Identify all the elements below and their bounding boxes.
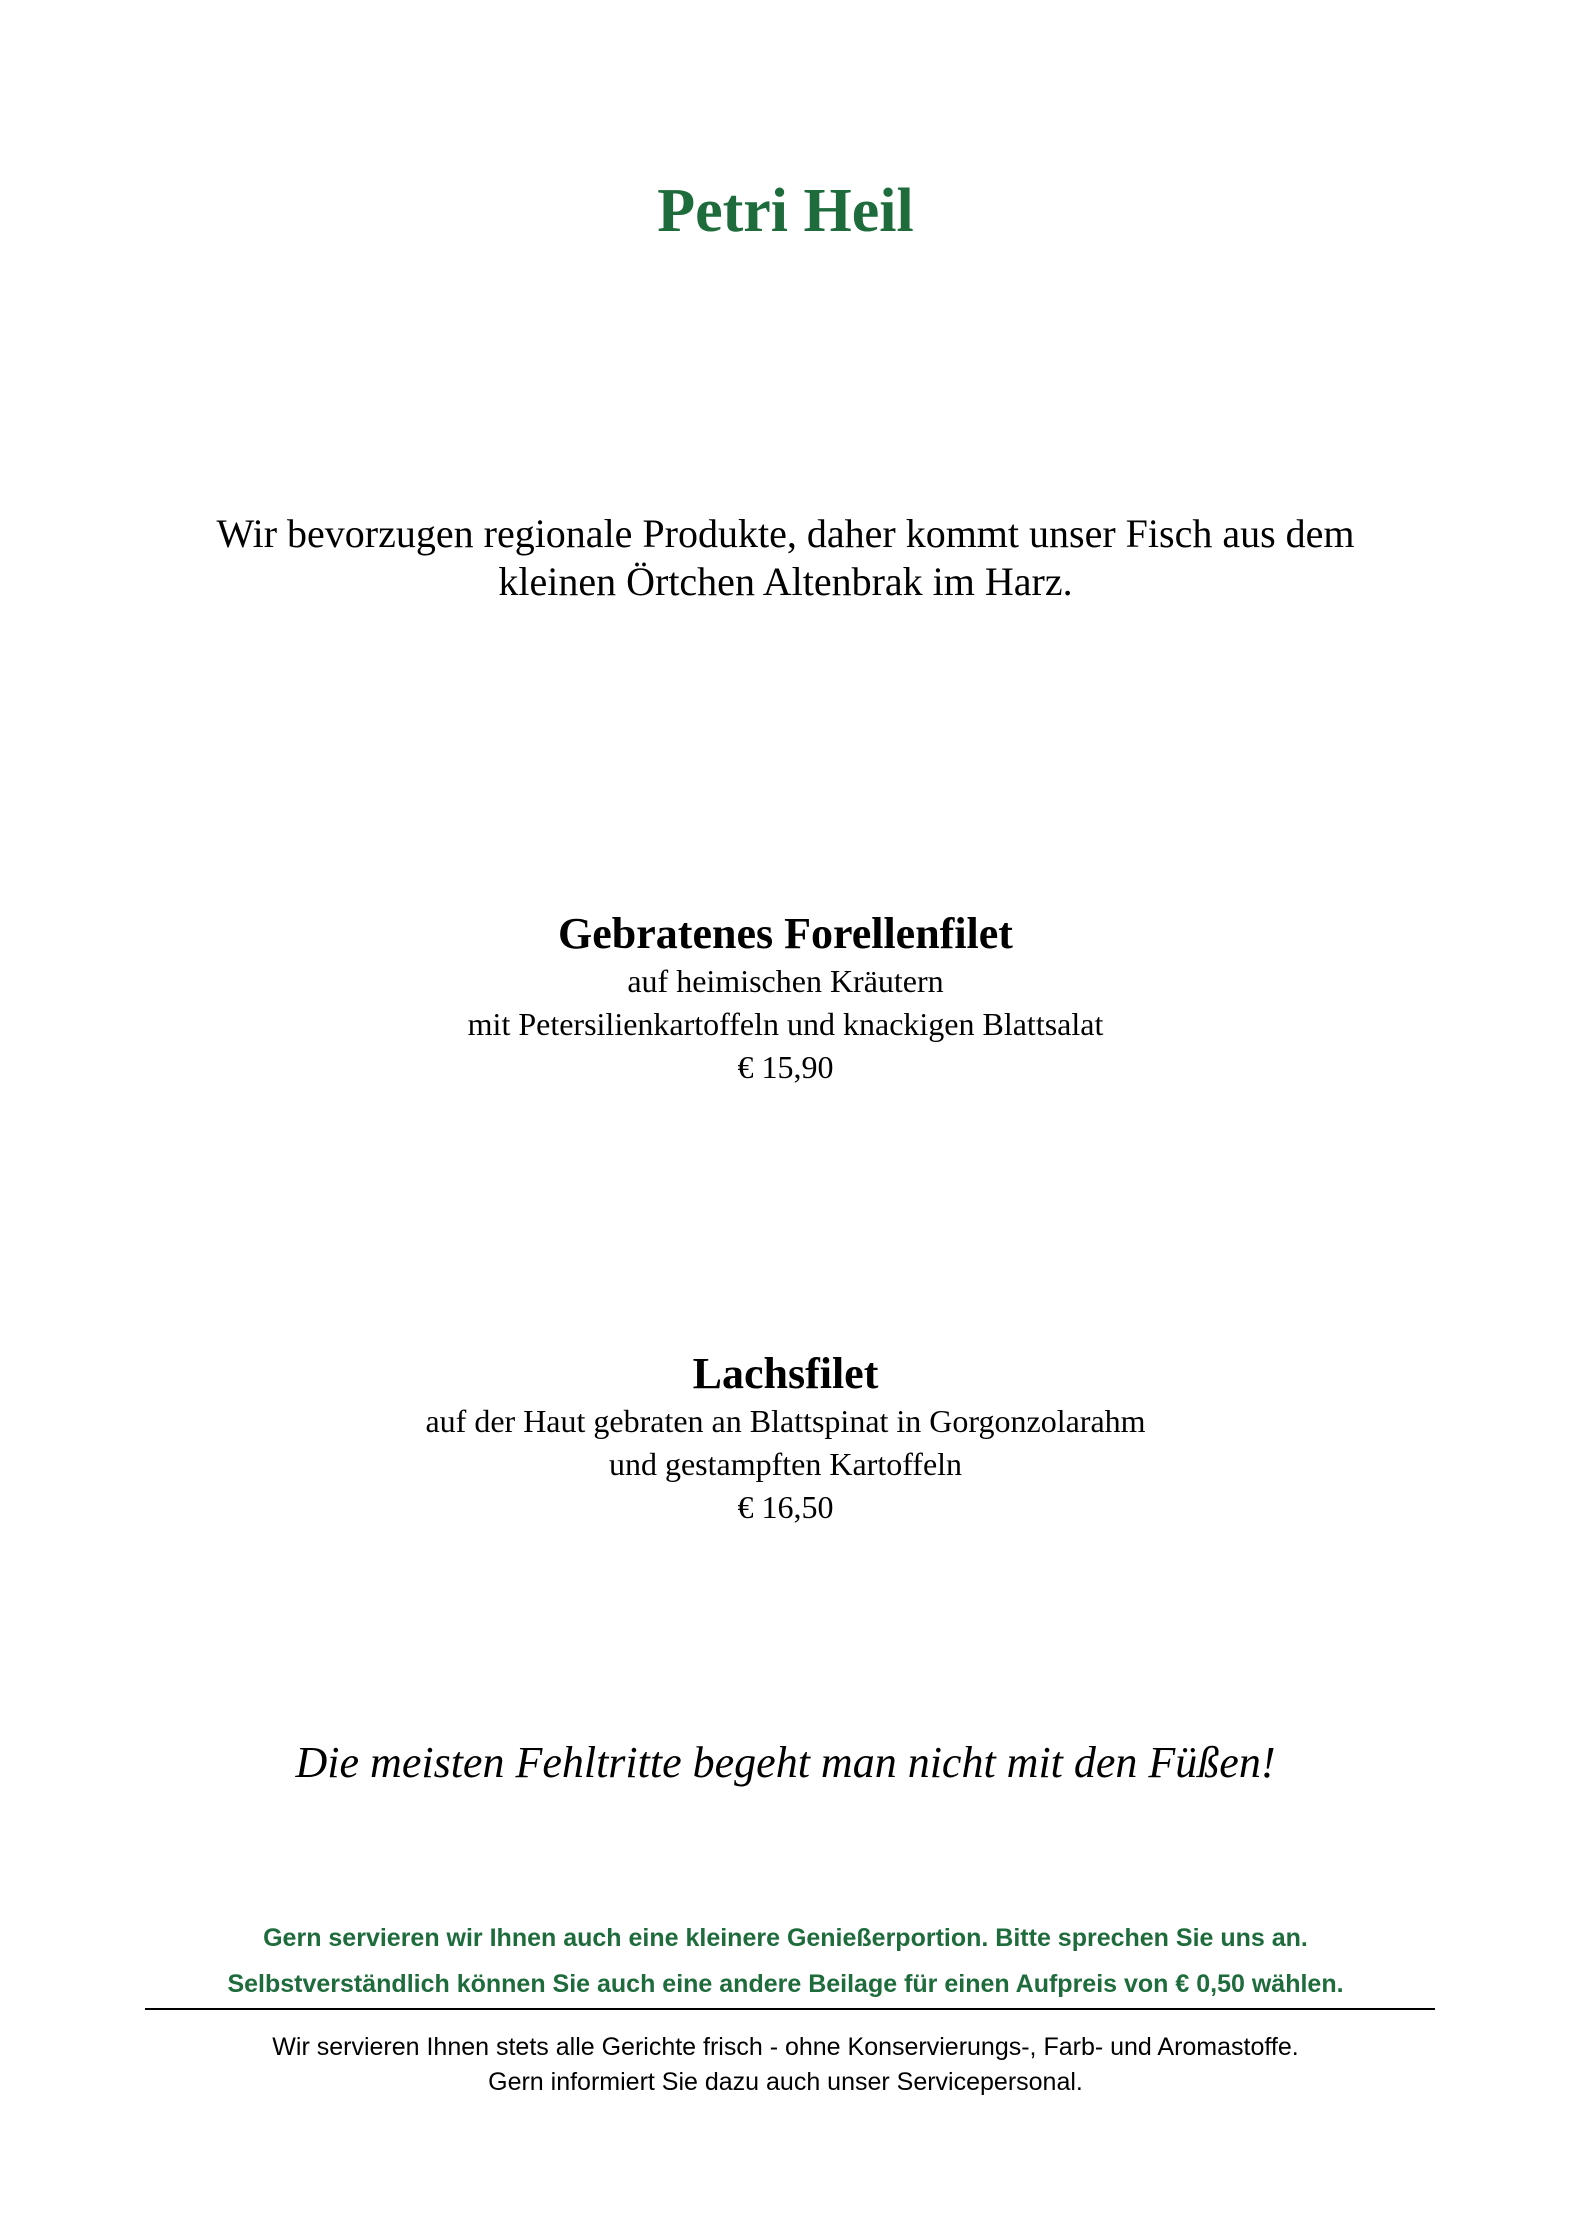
dish-description-line: mit Petersilienkartoffeln und knackigen Blattsalat — [467, 1006, 1104, 1042]
dish-forellenfilet — [0, 908, 1571, 1089]
page-title: Petri Heil — [657, 177, 914, 245]
dish-price: € 16,50 — [737, 1489, 834, 1525]
dish-name: Lachsfilet — [692, 1349, 879, 1398]
service-note: Gern servieren wir Ihnen auch eine kleinere Genießerportion. Bitte sprechen Sie uns an. — [263, 1924, 1308, 1952]
quote: Die meisten Fehltritte begeht man nicht mit den Füßen! — [295, 1738, 1276, 1787]
dish-name: Gebratenes Forellenfilet — [558, 909, 1013, 958]
service-notes — [0, 1915, 1571, 2007]
footer-divider — [145, 2008, 1435, 2010]
footer-line: Gern informiert Sie dazu auch unser Servicepersonal. — [488, 2068, 1083, 2096]
dish-description-line: auf der Haut gebraten an Blattspinat in Gorgonzolarahm — [425, 1403, 1146, 1439]
footer-line: Wir servieren Ihnen stets alle Gerichte frisch - ohne Konservierungs-, Farb- und Aromastoffe. — [272, 2033, 1299, 2061]
dish-description-line: und gestampften Kartoffeln — [608, 1446, 963, 1482]
intro-line: kleinen Örtchen Altenbrak im Harz. — [498, 559, 1073, 604]
intro-text — [0, 510, 1571, 606]
footer — [0, 2030, 1571, 2100]
service-note: Selbstverständlich können Sie auch eine andere Beilage für einen Aufpreis von € 0,50 wählen. — [227, 1970, 1344, 1998]
dish-price: € 15,90 — [737, 1049, 834, 1085]
dish-lachsfilet — [0, 1348, 1571, 1529]
dish-description-line: auf heimischen Kräutern — [627, 963, 944, 999]
intro-line: Wir bevorzugen regionale Produkte, daher kommt unser Fisch aus dem — [216, 511, 1355, 556]
